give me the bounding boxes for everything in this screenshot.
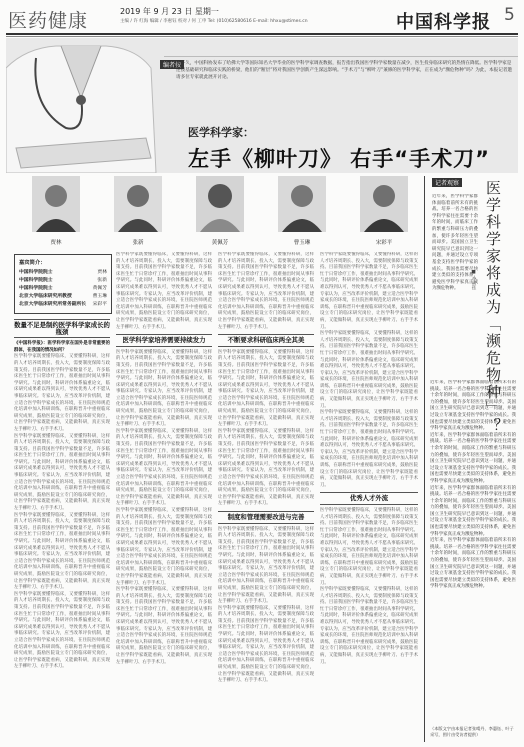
- body-text: 医学科学家既要懂得临床，又要懂得科研，这样的人才培养周期长、投入大，需要制度保障与政策支持。目前我国医学科学家数量不足，许多临床医生忙于日常诊疗工作，很难抽出时间从事科学研究。与此同时，科研评价体系偏重论文，临床研究成果难以得到认可，导致优秀人才不愿从事临床研究。专家认为，应当改革评价机制，建立适合医学科学家成长的环境，在住院医师规范化培训中加入科研训练，在职称晋升中重视临床研究成果，鼓励医院设立专门的临床研究岗位，让医学科学家既能看病，又能做科研，真正实现左手柳叶刀、右手手术刀。: [14, 512, 110, 591]
- body-text: 医学科学家既要懂得临床，又要懂得科研，这样的人才培养周期长、投入大，需要制度保障与政策支持。目前我国医学科学家数量不足，许多临床医生忙于日常诊疗工作，很难抽出时间从事科学研究。与此同时，科研评价体系偏重论文，临床研究成果难以得到认可，导致优秀人才不愿从事临床研究。专家认为，应当改革评价机制，建立适合医学科学家成长的环境，在住院医师规范化培训中加入科研训练，在职称晋升中重视临床研究成果，鼓励医院设立专门的临床研究岗位，让医学科学家既能看病，又能做科研，真正实现左手柳叶刀、右手手术刀。: [116, 507, 212, 586]
- body-text: 医学科学家既要懂得临床，又要懂得科研，这样的人才培养周期长、投入大，需要制度保障与政策支持。目前我国医学科学家数量不足，许多临床医生忙于日常诊疗工作，很难抽出时间从事科学研究。与此同时，科研评价体系偏重论文，临床研究成果难以得到认可，导致优秀人才不愿从事临床研究。专家认为，应当改革评价机制，建立适合医学科学家成长的环境，在住院医师规范化培训中加入科研训练，在职称晋升中重视临床研究成果，鼓励医院设立专门的临床研究岗位，让医学科学家既能看病，又能做科研，真正实现左手柳叶刀、右手手术刀。: [116, 428, 212, 507]
- section-subhead: 制度和管理需要改进与完善: [218, 511, 314, 524]
- body-text: 医学科学家既要懂得临床，又要懂得科研，这样的人才培养周期长、投入大，需要制度保障与政策支持。目前我国医学科学家数量不足，许多临床医生忙于日常诊疗工作，很难抽出时间从事科学研究。与此同时，科研评价体系偏重论文，临床研究成果难以得到认可，导致优秀人才不愿从事临床研究。专家认为，应当改革评价机制，建立适合医学科学家成长的环境，在住院医师规范化培训中加入科研训练，在职称晋升中重视临床研究成果，鼓励医院设立专门的临床研究岗位，让医学科学家既能看病，又能做科研，真正实现左手柳叶刀、右手手术刀。: [218, 428, 314, 507]
- interview-question: 《中国科学报》：医学科学家在国外是非常重要的群体，在我国的情况如何？: [14, 341, 110, 353]
- portrait-photo: [278, 176, 326, 232]
- body-text: 医学科学家既要懂得临床，又要懂得科研，这样的人才培养周期长、投入大，需要制度保障与政策支持。目前我国医学科学家数量不足，许多临床医生忙于日常诊疗工作，很难抽出时间从事科学研究。与此同时，科研评价体系偏重论文，临床研究成果难以得到认可，导致优秀人才不愿从事临床研究。专家认为，应当改革评价机制，建立适合医学科学家成长的环境，在住院医师规范化培训中加入科研训练，在职称晋升中重视临床研究成果，鼓励医院设立专门的临床研究岗位，让医学科学家既能看病，又能做科研，真正实现左手柳叶刀、右手手术刀。: [14, 591, 110, 670]
- body-text: 医学科学家既要懂得临床，又要懂得科研，这样的人才培养周期长、投入大，需要制度保障与政策支持。目前我国医学科学家数量不足，许多临床医生忙于日常诊疗工作，很难抽出时间从事科学研究。与此同时，科研评价体系偏重论文，临床研究成果难以得到认可，导致优秀人才不愿从事临床研究。专家认为，应当改革评价机制，建立适合医学科学家成长的环境，在住院医师规范化培训中加入科研训练，在职称晋升中重视临床研究成果，鼓励医院设立专门的临床研究岗位，让医学科学家既能看病，又能做科研，真正实现左手柳叶刀、右手手术刀。: [14, 433, 110, 512]
- body-text: 医学科学家既要懂得临床，又要懂得科研，这样的人才培养周期长、投入大，需要制度保障与政策支持。目前我国医学科学家数量不足，许多临床医生忙于日常诊疗工作，很难抽出时间从事科学研究。与此同时，科研评价体系偏重论文，临床研究成果难以得到认可，导致优秀人才不愿从事临床研究。专家认为，应当改革评价机制，建立适合医学科学家成长的环境，在住院医师规范化培训中加入科研训练，在职称晋升中重视临床研究成果，鼓励医院设立专门的临床研究岗位，让医学科学家既能看病，又能做科研，真正实现左手柳叶刀、右手手术刀。: [218, 526, 314, 605]
- commentary-text: 近年来，医学科学家群体面临着前所未有的挑战。培养一名合格的医学科学家往往需要十余年的时间，而临床工作的繁重与科研压力的叠加，使许多年轻医生望而却步。美国国立卫生研究院早已意识到这一问题，并通过设立专项基金支持医学科学家的成长。我国也需要尽快建立类似的支持体系，避免医学科学家真正成为濒危物种。: [432, 194, 478, 292]
- commentary-body: [430, 380, 516, 720]
- credits-footnote: （本版文字由本报记者张晴丹、李惠钰、叶子采写，图片由受访者提供）: [430, 726, 514, 737]
- body-text: 近年来，医学科学家群体面临着前所未有的挑战。培养一名合格的医学科学家往往需要十余年的时间，而临床工作的繁重与科研压力的叠加，使许多年轻医生望而却步。美国国立卫生研究院早已意识到这一问题，并通过设立专项基金支持医学科学家的成长。我国也需要尽快建立类似的支持体系，避免医学科学家真正成为濒危物种。: [430, 485, 516, 537]
- headline-kicker: 医学科学家：: [188, 126, 254, 139]
- newspaper-logo: 中国科学报: [396, 12, 491, 33]
- guest-row: 北京大学临床研究所教授 曹玉琳: [19, 294, 107, 299]
- section-subhead: 数量不足是制约医学科学家成长的瓶颈: [14, 319, 110, 338]
- body-text: 医学科学家既要懂得临床，又要懂得科研，这样的人才培养周期长、投入大，需要制度保障与政策支持。目前我国医学科学家数量不足，许多临床医生忙于日常诊疗工作，很难抽出时间从事科学研究。与此同时，科研评价体系偏重论文，临床研究成果难以得到认可，导致优秀人才不愿从事临床研究。专家认为，应当改革评价机制，建立适合医学科学家成长的环境，在住院医师规范化培训中加入科研训练，在职称晋升中重视临床研究成果，鼓励医院设立专门的临床研究岗位，让医学科学家既能看病，又能做科研，真正实现左手柳叶刀、右手手术刀。: [320, 252, 418, 330]
- portrait-photo: [196, 176, 244, 232]
- page-number: 5: [504, 5, 515, 25]
- portrait-name: 曹玉琳: [293, 240, 311, 246]
- main-headline: 左手《柳叶刀》 右手“手术刀”: [188, 147, 490, 171]
- portrait-photo: [114, 176, 162, 232]
- commentary-headline: 医学科学家将成为「濒危物种」？: [484, 180, 502, 435]
- staff-line: 主编 / 许 红海 编辑 / 李惠钰 校对 / 何 工申 Tel: (010)62580616 E-mail: hhxu@stimes.cn: [120, 19, 308, 24]
- body-text: 医学科学家既要懂得临床，又要懂得科研，这样的人才培养周期长、投入大，需要制度保障与政策支持。目前我国医学科学家数量不足，许多临床医生忙于日常诊疗工作，很难抽出时间从事科学研究。与此同时，科研评价体系偏重论文，临床研究成果难以得到认可，导致优秀人才不愿从事临床研究。专家认为，应当改革评价机制，建立适合医学科学家成长的环境，在住院医师规范化培训中加入科研训练，在职称晋升中重视临床研究成果，鼓励医院设立专门的临床研究岗位，让医学科学家既能看病，又能做科研，真正实现左手柳叶刀、右手手术刀。: [116, 252, 212, 330]
- body-text: 医学科学家既要懂得临床，又要懂得科研，这样的人才培养周期长、投入大，需要制度保障与政策支持。目前我国医学科学家数量不足，许多临床医生忙于日常诊疗工作，很难抽出时间从事科学研究。与此同时，科研评价体系偏重论文，临床研究成果难以得到认可，导致优秀人才不愿从事临床研究。专家认为，应当改革评价机制，建立适合医学科学家成长的环境，在住院医师规范化培训中加入科研训练，在职称晋升中重视临床研究成果，鼓励医院设立专门的临床研究岗位，让医学科学家既能看病，又能做科研，真正实现左手柳叶刀、右手手术刀。: [116, 587, 212, 665]
- body-text: 医学科学家既要懂得临床，又要懂得科研，这样的人才培养周期长、投入大，需要制度保障与政策支持。目前我国医学科学家数量不足，许多临床医生忙于日常诊疗工作，很难抽出时间从事科学研究。与此同时，科研评价体系偏重论文，临床研究成果难以得到认可，导致优秀人才不愿从事临床研究。专家认为，应当改革评价机制，建立适合医学科学家成长的环境，在住院医师规范化培训中加入科研训练，在职称晋升中重视临床研究成果，鼓励医院设立专门的临床研究岗位，让医学科学家既能看病，又能做科研，真正实现左手柳叶刀、右手手术刀。: [218, 349, 314, 428]
- commentary-author: ■ 李惠钰: [471, 270, 476, 291]
- editor-note-tag: 编者按: [160, 60, 184, 69]
- article-column-2: [116, 252, 212, 742]
- guest-row: 北京大学临床研究所常务副所长 宋彩平: [19, 302, 107, 307]
- section-subhead: 不断要求科研临床两全其美: [218, 334, 314, 347]
- portrait-name: 贾林: [50, 240, 62, 246]
- portrait-name: 张新: [132, 240, 144, 246]
- body-text: 医学科学家既要懂得临床，又要懂得科研，这样的人才培养周期长、投入大，需要制度保障与政策支持。目前我国医学科学家数量不足，许多临床医生忙于日常诊疗工作，很难抽出时间从事科学研究。与此同时，科研评价体系偏重论文，临床研究成果难以得到认可，导致优秀人才不愿从事临床研究。专家认为，应当改革评价机制，建立适合医学科学家成长的环境，在住院医师规范化培训中加入科研训练，在职称晋升中重视临床研究成果，鼓励医院设立专门的临床研究岗位，让医学科学家既能看病，又能做科研，真正实现左手柳叶刀、右手手术刀。: [320, 587, 418, 665]
- article-column-4: [320, 252, 418, 742]
- body-text: 近年来，医学科学家群体面临着前所未有的挑战。培养一名合格的医学科学家往往需要十余年的时间，而临床工作的繁重与科研压力的叠加，使许多年轻医生望而却步。美国国立卫生研究院早已意识到这一问题，并通过设立专项基金支持医学科学家的成长。我国也需要尽快建立类似的支持体系，避免医学科学家真正成为濒危物种。: [430, 432, 516, 484]
- guest-list-box: [14, 254, 112, 314]
- body-text: 医学科学家既要懂得临床，又要懂得科研，这样的人才培养周期长、投入大，需要制度保障与政策支持。目前我国医学科学家数量不足，许多临床医生忙于日常诊疗工作，很难抽出时间从事科学研究。与此同时，科研评价体系偏重论文，临床研究成果难以得到认可，导致优秀人才不愿从事临床研究。专家认为，应当改革评价机制，建立适合医学科学家成长的环境，在住院医师规范化培训中加入科研训练，在职称晋升中重视临床研究成果，鼓励医院设立专门的临床研究岗位，让医学科学家既能看病，又能做科研，真正实现左手柳叶刀、右手手术刀。: [320, 410, 418, 488]
- publication-date: 2019 年 9 月 23 日 星期一: [120, 7, 219, 16]
- portrait-strip: [6, 176, 422, 248]
- guest-row: 中国科学院院士 张新: [19, 278, 107, 283]
- guest-list-heading: 嘉宾简介：: [19, 260, 46, 266]
- body-text: 医学科学家既要懂得临床，又要懂得科研，这样的人才培养周期长、投入大，需要制度保障与政策支持。目前我国医学科学家数量不足，许多临床医生忙于日常诊疗工作，很难抽出时间从事科学研究。与此同时，科研评价体系偏重论文，临床研究成果难以得到认可，导致优秀人才不愿从事临床研究。专家认为，应当改革评价机制，建立适合医学科学家成长的环境，在住院医师规范化培训中加入科研训练，在职称晋升中重视临床研究成果，鼓励医院设立专门的临床研究岗位，让医学科学家既能看病，又能做科研，真正实现左手柳叶刀、右手手术刀。: [218, 605, 314, 684]
- section-subhead: 医学科学家培养需要持续发力: [116, 334, 212, 347]
- editor-note: 前不久，中国科协发布了哈佛大学等国际知名大学毕业的医学科学家调查数据，报告指出我国医学科学家数量在减少，医生投身临床研究的热情在降低。医学科学家是连接基础研究和临床实践的桥梁，他们的“断层”将对我国医学创新产生深远影响。“手术刀”与“柳叶刀”兼修的医学科学家，正在成为“濒危物种”吗？为此，本报记者邀请多位专家就此展开讨论。: [176, 61, 513, 80]
- body-text: 医学科学家既要懂得临床，又要懂得科研，这样的人才培养周期长、投入大，需要制度保障与政策支持。目前我国医学科学家数量不足，许多临床医生忙于日常诊疗工作，很难抽出时间从事科学研究。与此同时，科研评价体系偏重论文，临床研究成果难以得到认可，导致优秀人才不愿从事临床研究。专家认为，应当改革评价机制，建立适合医学科学家成长的环境，在住院医师规范化培训中加入科研训练，在职称晋升中重视临床研究成果，鼓励医院设立专门的临床研究岗位，让医学科学家既能看病，又能做科研，真正实现左手柳叶刀、右手手术刀。: [116, 349, 212, 428]
- body-text: 医学科学家既要懂得临床，又要懂得科研，这样的人才培养周期长、投入大，需要制度保障与政策支持。目前我国医学科学家数量不足，许多临床医生忙于日常诊疗工作，很难抽出时间从事科学研究。与此同时，科研评价体系偏重论文，临床研究成果难以得到认可，导致优秀人才不愿从事临床研究。专家认为，应当改革评价机制，建立适合医学科学家成长的环境，在住院医师规范化培训中加入科研训练，在职称晋升中重视临床研究成果，鼓励医院设立专门的临床研究岗位，让医学科学家既能看病，又能做科研，真正实现左手柳叶刀、右手手术刀。: [320, 507, 418, 586]
- body-text: 近年来，医学科学家群体面临着前所未有的挑战。培养一名合格的医学科学家往往需要十余年的时间，而临床工作的繁重与科研压力的叠加，使许多年轻医生望而却步。美国国立卫生研究院早已意识到这一问题，并通过设立专项基金支持医学科学家的成长。我国也需要尽快建立类似的支持体系，避免医学科学家真正成为濒危物种。: [430, 380, 516, 432]
- portrait-name: 宋彩平: [375, 240, 393, 246]
- portrait-photo: [360, 176, 408, 232]
- portrait-name: 黄佩芳: [211, 240, 229, 246]
- guest-row: 中国科学院院士 贾林: [19, 270, 107, 275]
- masthead-rule-thin: [6, 36, 518, 37]
- portrait-photo: [32, 176, 80, 232]
- section-subhead: 优秀人才外流: [320, 492, 418, 505]
- section-title: 医药健康: [8, 10, 89, 32]
- body-text: 医学科学家既要懂得临床，又要懂得科研，这样的人才培养周期长、投入大，需要制度保障与政策支持。目前我国医学科学家数量不足，许多临床医生忙于日常诊疗工作，很难抽出时间从事科学研究。与此同时，科研评价体系偏重论文，临床研究成果难以得到认可，导致优秀人才不愿从事临床研究。专家认为，应当改革评价机制，建立适合医学科学家成长的环境，在住院医师规范化培训中加入科研训练，在职称晋升中重视临床研究成果，鼓励医院设立专门的临床研究岗位，让医学科学家既能看病，又能做科研，真正实现左手柳叶刀、右手手术刀。: [218, 252, 314, 330]
- article-column-1: [14, 316, 110, 742]
- body-text: 医学科学家既要懂得临床，又要懂得科研，这样的人才培养周期长、投入大，需要制度保障与政策支持。目前我国医学科学家数量不足，许多临床医生忙于日常诊疗工作，很难抽出时间从事科学研究。与此同时，科研评价体系偏重论文，临床研究成果难以得到认可，导致优秀人才不愿从事临床研究。专家认为，应当改革评价机制，建立适合医学科学家成长的环境，在住院医师规范化培训中加入科研训练，在职称晋升中重视临床研究成果，鼓励医院设立专门的临床研究岗位，让医学科学家既能看病，又能做科研，真正实现左手柳叶刀、右手手术刀。: [320, 331, 418, 409]
- body-text: 近年来，医学科学家群体面临着前所未有的挑战。培养一名合格的医学科学家往往需要十余年的时间，而临床工作的繁重与科研压力的叠加，使许多年轻医生望而却步。美国国立卫生研究院早已意识到这一问题，并通过设立专项基金支持医学科学家的成长。我国也需要尽快建立类似的支持体系，避免医学科学家真正成为濒危物种。: [430, 538, 516, 590]
- guest-row: 中国科学院院士 黄佩芳: [19, 286, 107, 291]
- article-column-3: [218, 252, 314, 742]
- commentary-tag: 记者观察: [432, 178, 462, 187]
- masthead-rule: [6, 33, 518, 35]
- body-text: 医学科学家既要懂得临床，又要懂得科研，这样的人才培养周期长、投入大，需要制度保障与政策支持。目前我国医学科学家数量不足，许多临床医生忙于日常诊疗工作，很难抽出时间从事科学研究。与此同时，科研评价体系偏重论文，临床研究成果难以得到认可，导致优秀人才不愿从事临床研究。专家认为，应当改革评价机制，建立适合医学科学家成长的环境，在住院医师规范化培训中加入科研训练，在职称晋升中重视临床研究成果，鼓励医院设立专门的临床研究岗位，让医学科学家既能看病，又能做科研，真正实现左手柳叶刀、右手手术刀。: [14, 354, 110, 432]
